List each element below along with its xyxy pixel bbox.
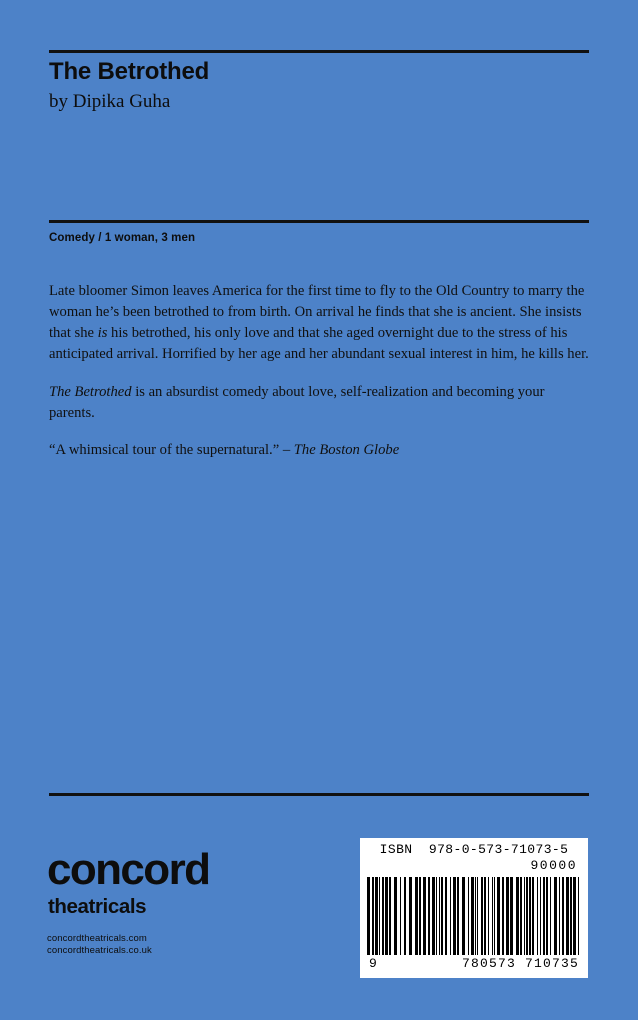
barcode-block	[360, 838, 588, 978]
review-quote-text: “A whimsical tour of the supernatural.” –	[49, 441, 294, 458]
barcode-bars	[367, 877, 581, 955]
publisher-subtitle: theatricals	[48, 895, 147, 918]
synopsis-p1-text-a: Late bloomer Simon leaves America for the first time to fly to the Old Country to marry the woman he’s been betrothed to from birth. On arrival he finds that she is ancient. She insists that she	[49, 283, 585, 342]
barcode-digit-right: 780573 710735	[461, 955, 579, 971]
publisher-name: concord	[47, 845, 210, 894]
synopsis-p1-text-b: his betrothed, his only love and that she aged overnight due to the stress of his anticipated arrival. Horrified by her age and her abundant sexual interest in him, he kills her.	[49, 325, 589, 363]
isbn-label: ISBN	[379, 842, 413, 857]
barcode-supplement: 90000	[530, 858, 577, 874]
synopsis-p1-emphasis: is	[97, 325, 108, 342]
publisher-logo	[47, 845, 327, 958]
synopsis-paragraph-2	[49, 382, 592, 424]
review-source: The Boston Globe	[293, 441, 400, 458]
author-line: by Dipika Guha	[49, 90, 171, 112]
isbn-line	[367, 843, 581, 857]
publisher-urls	[47, 933, 327, 959]
synopsis-p2-title: The Betrothed	[49, 383, 132, 400]
publisher-url-secondary: concordtheatricals.co.uk	[47, 945, 152, 957]
publisher-url-primary: concordtheatricals.com	[47, 932, 147, 944]
synopsis-block	[49, 281, 592, 461]
divider-middle	[49, 220, 589, 223]
barcode-digit-left: 9	[369, 955, 379, 971]
title-block	[49, 58, 594, 113]
page-title: The Betrothed	[49, 58, 210, 85]
synopsis-p2-text: is an absurdist comedy about love, self-realization and becoming your parents.	[49, 383, 545, 421]
review-quote-paragraph	[49, 440, 592, 461]
isbn-number: 978-0-573-71073-5	[428, 842, 569, 857]
barcode-digits	[367, 956, 581, 971]
synopsis-paragraph-1	[49, 281, 592, 366]
divider-bottom	[49, 793, 589, 796]
genre-cast-line: Comedy / 1 woman, 3 men	[49, 232, 196, 244]
divider-top	[49, 50, 589, 53]
